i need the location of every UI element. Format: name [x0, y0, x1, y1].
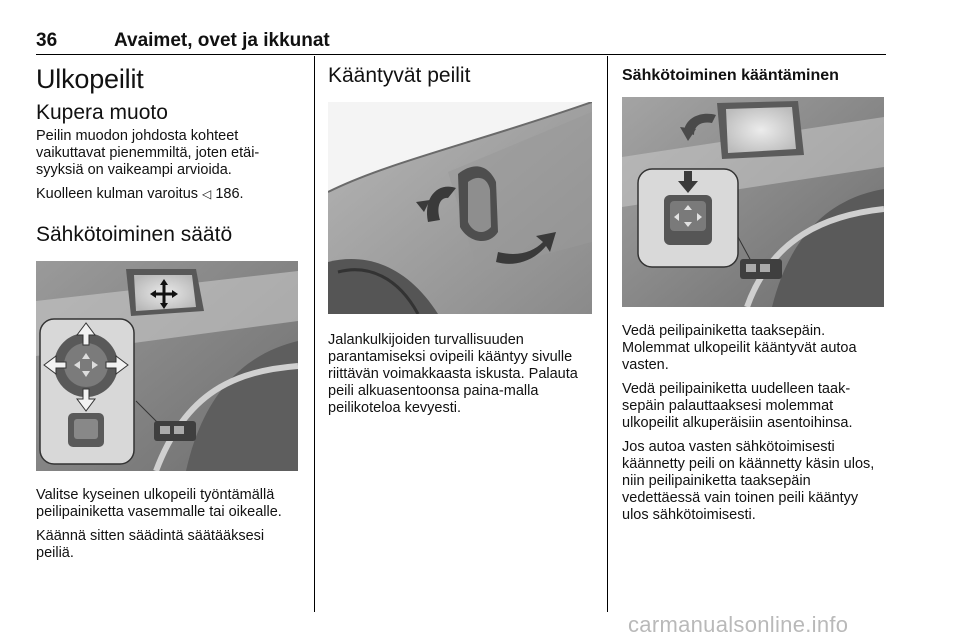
crossref-page: 186. — [215, 186, 244, 202]
caption: Valitse kyseinen ulkopeili työntämällä peilipainiketta vasemmalle tai oikealle. — [36, 487, 282, 520]
chapter-title: Avaimet, ovet ja ikkunat — [114, 30, 330, 51]
page-number: 36 — [36, 30, 58, 51]
crossref-arrow-icon: ◁ — [202, 187, 212, 201]
subsection-title-2: Sähkötoiminen säätö — [36, 223, 233, 246]
paragraph: Peilin muodon johdosta kohteet vaikuttavat pienemmiltä, joten etäi-syyksiä on vaikeampi arvioida. — [36, 128, 260, 178]
crossref-text: Kuolleen kulman varoitus — [36, 186, 199, 202]
paragraph: Vedä peilipainiketta taaksepäin. Molemmat ulkopeilit kääntyvät autoa vasten. — [622, 323, 857, 373]
watermark: carmanualsonline.info — [628, 612, 849, 637]
paragraph-crossref — [36, 186, 302, 203]
caption: Käännä sitten säädintä säätääksesi peiliä. — [36, 528, 265, 561]
column-1 — [36, 60, 302, 569]
mirror-adjust-image — [36, 261, 298, 471]
electric-folding-image — [622, 97, 884, 307]
column-divider-2 — [607, 56, 608, 612]
column-divider-1 — [314, 56, 315, 612]
section-title-folding-mirrors: Kääntyvät peilit — [328, 64, 471, 87]
subsection-title: Kupera muoto — [36, 101, 168, 124]
mirror-adjust-illustration — [36, 261, 298, 471]
folding-mirror-illustration — [328, 102, 592, 314]
section-title-electric-folding: Sähkötoiminen kääntäminen — [622, 67, 839, 84]
column-2 — [328, 60, 596, 424]
page-header — [36, 30, 886, 54]
paragraph: Jalankulkijoiden turvallisuuden parantamiseksi ovipeili kääntyy sivulle riittävän voimakkaasta iskusta. Palauta peili alkuasentoonsa paina-malla peilikoteloa kevyesti. — [328, 332, 578, 416]
folding-mirror-image — [328, 102, 592, 314]
paragraph: Vedä peilipainiketta uudelleen taak-sepäin palauttaaksesi molemmat ulkopeilit alkuperäisiin asentoihinsa. — [622, 381, 853, 431]
column-3 — [622, 60, 888, 531]
section-title: Ulkopeilit — [36, 64, 144, 94]
header-rule — [36, 54, 886, 55]
electric-folding-illustration — [622, 97, 884, 307]
paragraph: Jos autoa vasten sähkötoimisesti käännetty peili on käännetty käsin ulos, niin peilipainiketta taaksepäin vedettäessä vain toinen peili kääntyy ulos sähkötoimisesti. — [622, 439, 875, 523]
